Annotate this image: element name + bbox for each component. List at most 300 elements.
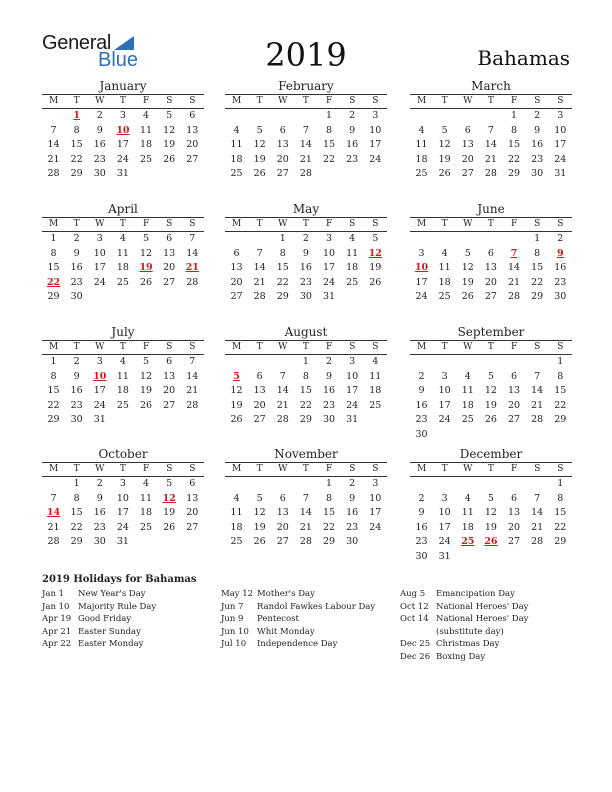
month-name: November — [274, 447, 338, 461]
day-cell: 20 — [508, 399, 521, 411]
day-cell: 10 — [346, 370, 359, 382]
day-cell: 14 — [276, 385, 289, 396]
day-cell: 9 — [349, 492, 356, 504]
day-cell: 6 — [166, 356, 173, 367]
day-cell: 20 — [163, 385, 176, 396]
day-cell: 29 — [323, 536, 336, 547]
country-name: Bahamas — [477, 46, 570, 70]
day-cell: 20 — [253, 399, 266, 411]
day-cell: 1 — [534, 233, 541, 244]
weekday-label: W — [463, 96, 473, 106]
day-cell: 22 — [70, 153, 83, 165]
day-cell: 9 — [302, 247, 309, 259]
empty-cell — [135, 167, 158, 182]
week-row — [42, 506, 204, 521]
day-cell: 22 — [554, 521, 567, 533]
day-cell: 7 — [189, 233, 196, 244]
calendar-year: 2019 — [265, 36, 347, 74]
weekday-label: F — [142, 219, 150, 229]
empty-cell — [225, 355, 248, 370]
month-name: December — [459, 447, 523, 461]
empty-cell — [479, 550, 502, 565]
day-cell: 7 — [256, 247, 263, 259]
day-cell: 3 — [441, 492, 448, 504]
day-cell: 6 — [464, 124, 471, 136]
day-cell: 10 — [93, 247, 106, 259]
day-cell: 24 — [116, 153, 129, 165]
day-cell: 2 — [96, 110, 103, 121]
weekday-label: T — [302, 342, 309, 352]
empty-cell — [479, 355, 502, 370]
week-row — [225, 370, 387, 385]
day-cell: 14 — [186, 247, 199, 259]
empty-cell — [341, 290, 364, 305]
day-cell: 15 — [554, 507, 567, 518]
week-row — [42, 247, 204, 262]
empty-cell — [271, 109, 294, 124]
holiday-date: Jan 1 — [42, 589, 65, 599]
week-row — [225, 261, 387, 276]
day-cell: 10 — [369, 492, 382, 504]
day-cell: 13 — [186, 492, 199, 504]
weekday-label: M — [416, 96, 427, 106]
day-cell: 3 — [96, 233, 103, 244]
week-row — [42, 232, 204, 247]
week-row — [410, 109, 572, 124]
holiday-item — [400, 601, 570, 614]
day-cell: 25 — [230, 168, 243, 179]
day-cell: 19 — [163, 507, 176, 518]
weekday-label: F — [325, 342, 333, 352]
day-cell: 20 — [186, 507, 199, 518]
day-cell: 18 — [438, 276, 451, 288]
weekday-label: T — [487, 96, 494, 106]
day-cell: 26 — [461, 291, 474, 302]
day-cell: 25 — [116, 399, 129, 411]
empty-cell — [410, 232, 433, 247]
day-cell: 23 — [299, 276, 312, 288]
day-cell: 22 — [276, 276, 289, 288]
day-cell: 4 — [372, 356, 379, 367]
weekday-label: S — [372, 96, 379, 106]
week-row — [225, 153, 387, 168]
empty-cell — [479, 477, 502, 492]
empty-cell — [181, 290, 204, 305]
day-cell: 30 — [415, 428, 428, 440]
day-cell: 4 — [349, 233, 356, 244]
empty-cell — [479, 428, 502, 443]
empty-cell — [158, 413, 181, 428]
day-cell: 16 — [93, 139, 106, 150]
week-row — [410, 370, 572, 385]
day-cell: 8 — [50, 370, 57, 382]
day-cell: 21 — [531, 399, 544, 411]
holiday-day: 14 — [46, 507, 61, 518]
brand-blue: Blue — [98, 49, 139, 71]
day-cell: 12 — [253, 139, 266, 150]
day-cell: 20 — [508, 521, 521, 533]
day-cell: 28 — [186, 276, 199, 288]
weekday-label: W — [278, 219, 288, 229]
day-cell: 28 — [299, 536, 312, 547]
weekday-label: S — [349, 219, 356, 229]
empty-cell — [111, 413, 134, 428]
day-cell: 5 — [166, 110, 173, 121]
holiday-day: 25 — [461, 536, 475, 547]
week-row — [410, 167, 572, 182]
empty-cell — [271, 477, 294, 492]
week-row — [225, 384, 387, 399]
day-cell: 18 — [230, 153, 243, 165]
day-cell: 4 — [464, 492, 471, 504]
weekday-label: T — [256, 219, 263, 229]
day-cell: 9 — [418, 385, 425, 396]
day-cell: 2 — [96, 478, 103, 489]
weekday-header — [410, 218, 572, 232]
month-august — [225, 325, 387, 428]
day-cell: 13 — [484, 262, 497, 273]
weekday-label: T — [487, 342, 494, 352]
day-cell: 21 — [484, 153, 497, 165]
holiday-day: 10 — [116, 124, 130, 136]
empty-cell — [364, 413, 387, 428]
day-cell: 11 — [461, 385, 474, 396]
day-cell: 28 — [531, 536, 544, 547]
holiday-day: 22 — [46, 276, 61, 288]
day-cell: 3 — [349, 356, 356, 367]
day-cell: 9 — [326, 370, 333, 382]
empty-cell — [158, 535, 181, 550]
month-name: March — [471, 79, 511, 93]
day-cell: 7 — [50, 492, 57, 504]
day-cell: 10 — [116, 492, 129, 504]
empty-cell — [135, 413, 158, 428]
day-cell: 14 — [508, 262, 521, 273]
day-cell: 12 — [461, 262, 474, 273]
week-row — [410, 477, 572, 492]
day-cell: 27 — [163, 399, 176, 411]
weekday-label: T — [119, 96, 126, 106]
holiday-item — [221, 638, 396, 651]
week-row — [42, 290, 204, 305]
empty-cell — [526, 355, 549, 370]
holiday-item — [221, 626, 396, 639]
day-cell: 24 — [323, 276, 336, 288]
day-cell: 18 — [369, 385, 382, 396]
week-row — [42, 355, 204, 370]
day-cell: 8 — [557, 370, 564, 382]
week-row — [42, 109, 204, 124]
holiday-name: Independence Day — [257, 639, 338, 650]
weekday-label: T — [73, 342, 80, 352]
day-cell: 16 — [346, 507, 359, 518]
day-cell: 13 — [163, 247, 176, 259]
weekday-label: T — [302, 219, 309, 229]
weekday-header — [42, 95, 204, 109]
day-cell: 28 — [484, 168, 497, 179]
day-cell: 27 — [230, 291, 243, 302]
holiday-name: Easter Sunday — [78, 626, 141, 637]
day-cell: 25 — [369, 399, 382, 411]
day-cell: 8 — [279, 247, 286, 259]
day-cell: 17 — [438, 521, 451, 533]
week-row — [42, 167, 204, 182]
empty-cell — [248, 477, 271, 492]
day-cell: 13 — [508, 385, 521, 396]
day-cell: 28 — [299, 168, 312, 179]
day-cell: 21 — [299, 521, 312, 533]
day-cell: 23 — [346, 153, 359, 165]
day-cell: 17 — [346, 385, 359, 396]
month-october — [42, 447, 204, 550]
day-cell: 31 — [438, 550, 451, 562]
day-cell: 18 — [140, 139, 153, 150]
day-cell: 3 — [119, 110, 126, 121]
day-cell: 14 — [299, 139, 312, 150]
day-cell: 29 — [531, 291, 544, 302]
day-cell: 9 — [73, 247, 80, 259]
week-row — [225, 521, 387, 536]
empty-cell — [294, 477, 317, 492]
day-cell: 13 — [276, 139, 289, 150]
day-cell: 22 — [323, 521, 336, 533]
weekday-label: T — [487, 464, 494, 474]
day-cell: 21 — [531, 521, 544, 533]
week-row — [225, 290, 387, 305]
weekday-label: T — [302, 96, 309, 106]
day-cell: 13 — [163, 370, 176, 382]
day-cell: 13 — [253, 385, 266, 396]
week-row — [225, 232, 387, 247]
day-cell: 15 — [531, 262, 544, 273]
day-cell: 23 — [93, 153, 106, 165]
day-cell: 5 — [256, 492, 263, 504]
holiday-day: 12 — [162, 492, 176, 504]
day-cell: 9 — [349, 124, 356, 136]
empty-cell — [479, 232, 502, 247]
day-cell: 18 — [461, 399, 474, 411]
empty-cell — [479, 109, 502, 124]
day-cell: 7 — [534, 370, 541, 382]
day-cell: 31 — [323, 291, 336, 302]
week-row — [410, 138, 572, 153]
day-cell: 16 — [299, 262, 312, 273]
weekday-label: W — [95, 219, 105, 229]
weekday-label: S — [372, 342, 379, 352]
empty-cell — [248, 232, 271, 247]
week-row — [42, 399, 204, 414]
month-february — [225, 79, 387, 182]
weekday-label: M — [48, 219, 59, 229]
empty-cell — [549, 428, 572, 443]
week-row — [225, 535, 387, 550]
day-cell: 25 — [415, 168, 428, 179]
week-row — [410, 384, 572, 399]
day-cell: 1 — [511, 110, 518, 121]
holiday-item — [42, 626, 217, 639]
empty-cell — [410, 477, 433, 492]
weekday-label: S — [166, 219, 173, 229]
weekday-label: W — [278, 464, 288, 474]
empty-cell — [433, 428, 456, 443]
weekday-label: T — [119, 464, 126, 474]
day-cell: 17 — [116, 507, 129, 518]
day-cell: 13 — [461, 139, 474, 150]
day-cell: 6 — [279, 124, 286, 136]
day-cell: 6 — [511, 370, 518, 382]
week-row — [225, 124, 387, 139]
day-cell: 15 — [47, 262, 60, 273]
day-cell: 1 — [73, 478, 80, 489]
day-cell: 14 — [531, 385, 544, 396]
week-row — [42, 153, 204, 168]
day-cell: 9 — [418, 507, 425, 518]
weekday-label: S — [534, 96, 541, 106]
day-cell: 3 — [119, 478, 126, 489]
day-cell: 31 — [346, 414, 359, 425]
empty-cell — [111, 290, 134, 305]
day-cell: 27 — [253, 414, 266, 425]
holiday-date: Apr 21 — [42, 626, 72, 637]
week-row — [225, 355, 387, 370]
day-cell: 3 — [96, 356, 103, 367]
day-cell: 13 — [276, 507, 289, 518]
day-cell: 22 — [47, 399, 60, 411]
weekday-label: F — [142, 342, 150, 352]
day-cell: 16 — [323, 385, 336, 396]
brand-general: General — [42, 32, 112, 54]
empty-cell — [549, 550, 572, 565]
day-cell: 11 — [140, 492, 153, 504]
month-may — [225, 202, 387, 305]
holiday-day: 19 — [139, 262, 153, 273]
day-cell: 23 — [93, 521, 106, 533]
holiday-date: Dec 25 — [400, 639, 431, 650]
day-cell: 22 — [70, 521, 83, 533]
holiday-name: Good Friday — [78, 614, 132, 625]
holiday-date: Dec 26 — [400, 651, 431, 662]
empty-cell — [364, 535, 387, 550]
holiday-date: Oct 12 — [400, 601, 429, 612]
empty-cell — [364, 290, 387, 305]
day-cell: 20 — [230, 276, 243, 288]
weekday-label: T — [119, 342, 126, 352]
day-cell: 15 — [299, 385, 312, 396]
day-cell: 19 — [484, 521, 497, 533]
day-cell: 5 — [372, 233, 379, 244]
weekday-label: S — [189, 342, 196, 352]
holiday-item — [42, 588, 217, 601]
day-cell: 7 — [50, 124, 57, 136]
day-cell: 3 — [441, 370, 448, 382]
day-cell: 6 — [189, 478, 196, 489]
day-cell: 8 — [511, 124, 518, 136]
day-cell: 21 — [186, 385, 199, 396]
holiday-date: Oct 14 — [400, 614, 429, 625]
empty-cell — [410, 355, 433, 370]
day-cell: 20 — [276, 153, 289, 165]
day-cell: 11 — [438, 262, 451, 273]
day-cell: 23 — [70, 276, 83, 288]
day-cell: 19 — [438, 153, 451, 165]
day-cell: 22 — [554, 399, 567, 411]
week-row — [410, 247, 572, 262]
day-cell: 24 — [554, 153, 567, 165]
empty-cell — [526, 550, 549, 565]
week-row — [410, 124, 572, 139]
day-cell: 11 — [346, 247, 359, 259]
day-cell: 2 — [326, 356, 333, 367]
weekday-label: T — [73, 464, 80, 474]
day-cell: 13 — [508, 507, 521, 518]
empty-cell — [158, 167, 181, 182]
holiday-date: Apr 19 — [42, 614, 72, 625]
week-row — [42, 261, 204, 276]
month-name: August — [284, 325, 328, 339]
day-cell: 24 — [438, 414, 451, 425]
day-cell: 26 — [253, 536, 266, 547]
weekday-label: T — [256, 464, 263, 474]
holiday-name: Whit Monday — [257, 626, 315, 637]
holiday-item — [42, 613, 217, 626]
month-april — [42, 202, 204, 305]
day-cell: 12 — [484, 385, 497, 396]
day-cell: 8 — [50, 247, 57, 259]
weekday-header — [225, 463, 387, 477]
day-cell: 8 — [534, 247, 541, 259]
day-cell: 21 — [508, 276, 521, 288]
month-june — [410, 202, 572, 305]
day-cell: 30 — [323, 414, 336, 425]
holiday-day: 1 — [73, 110, 80, 121]
day-cell: 19 — [230, 399, 243, 411]
day-cell: 24 — [116, 521, 129, 533]
week-row — [225, 247, 387, 262]
day-cell: 2 — [534, 110, 541, 121]
empty-cell — [456, 232, 479, 247]
weekday-label: W — [278, 96, 288, 106]
day-cell: 26 — [230, 414, 243, 425]
day-cell: 7 — [279, 370, 286, 382]
holiday-column — [400, 588, 570, 664]
empty-cell — [318, 167, 341, 182]
day-cell: 18 — [415, 153, 428, 165]
empty-cell — [42, 109, 65, 124]
day-cell: 12 — [438, 139, 451, 150]
holiday-name: Easter Monday — [78, 639, 144, 650]
day-cell: 4 — [233, 124, 240, 136]
holiday-day: 9 — [557, 247, 564, 259]
empty-cell — [456, 355, 479, 370]
week-row — [225, 506, 387, 521]
day-cell: 19 — [369, 262, 382, 273]
holiday-item — [400, 651, 570, 664]
day-cell: 17 — [93, 262, 106, 273]
day-cell: 18 — [461, 521, 474, 533]
empty-cell — [526, 428, 549, 443]
weekday-label: S — [189, 96, 196, 106]
week-row — [225, 276, 387, 291]
day-cell: 1 — [50, 233, 57, 244]
day-cell: 25 — [140, 153, 153, 165]
day-cell: 20 — [276, 521, 289, 533]
day-cell: 6 — [511, 492, 518, 504]
day-cell: 6 — [487, 247, 494, 259]
day-cell: 22 — [531, 276, 544, 288]
month-december — [410, 447, 572, 564]
weekday-label: S — [557, 96, 564, 106]
day-cell: 11 — [415, 139, 428, 150]
